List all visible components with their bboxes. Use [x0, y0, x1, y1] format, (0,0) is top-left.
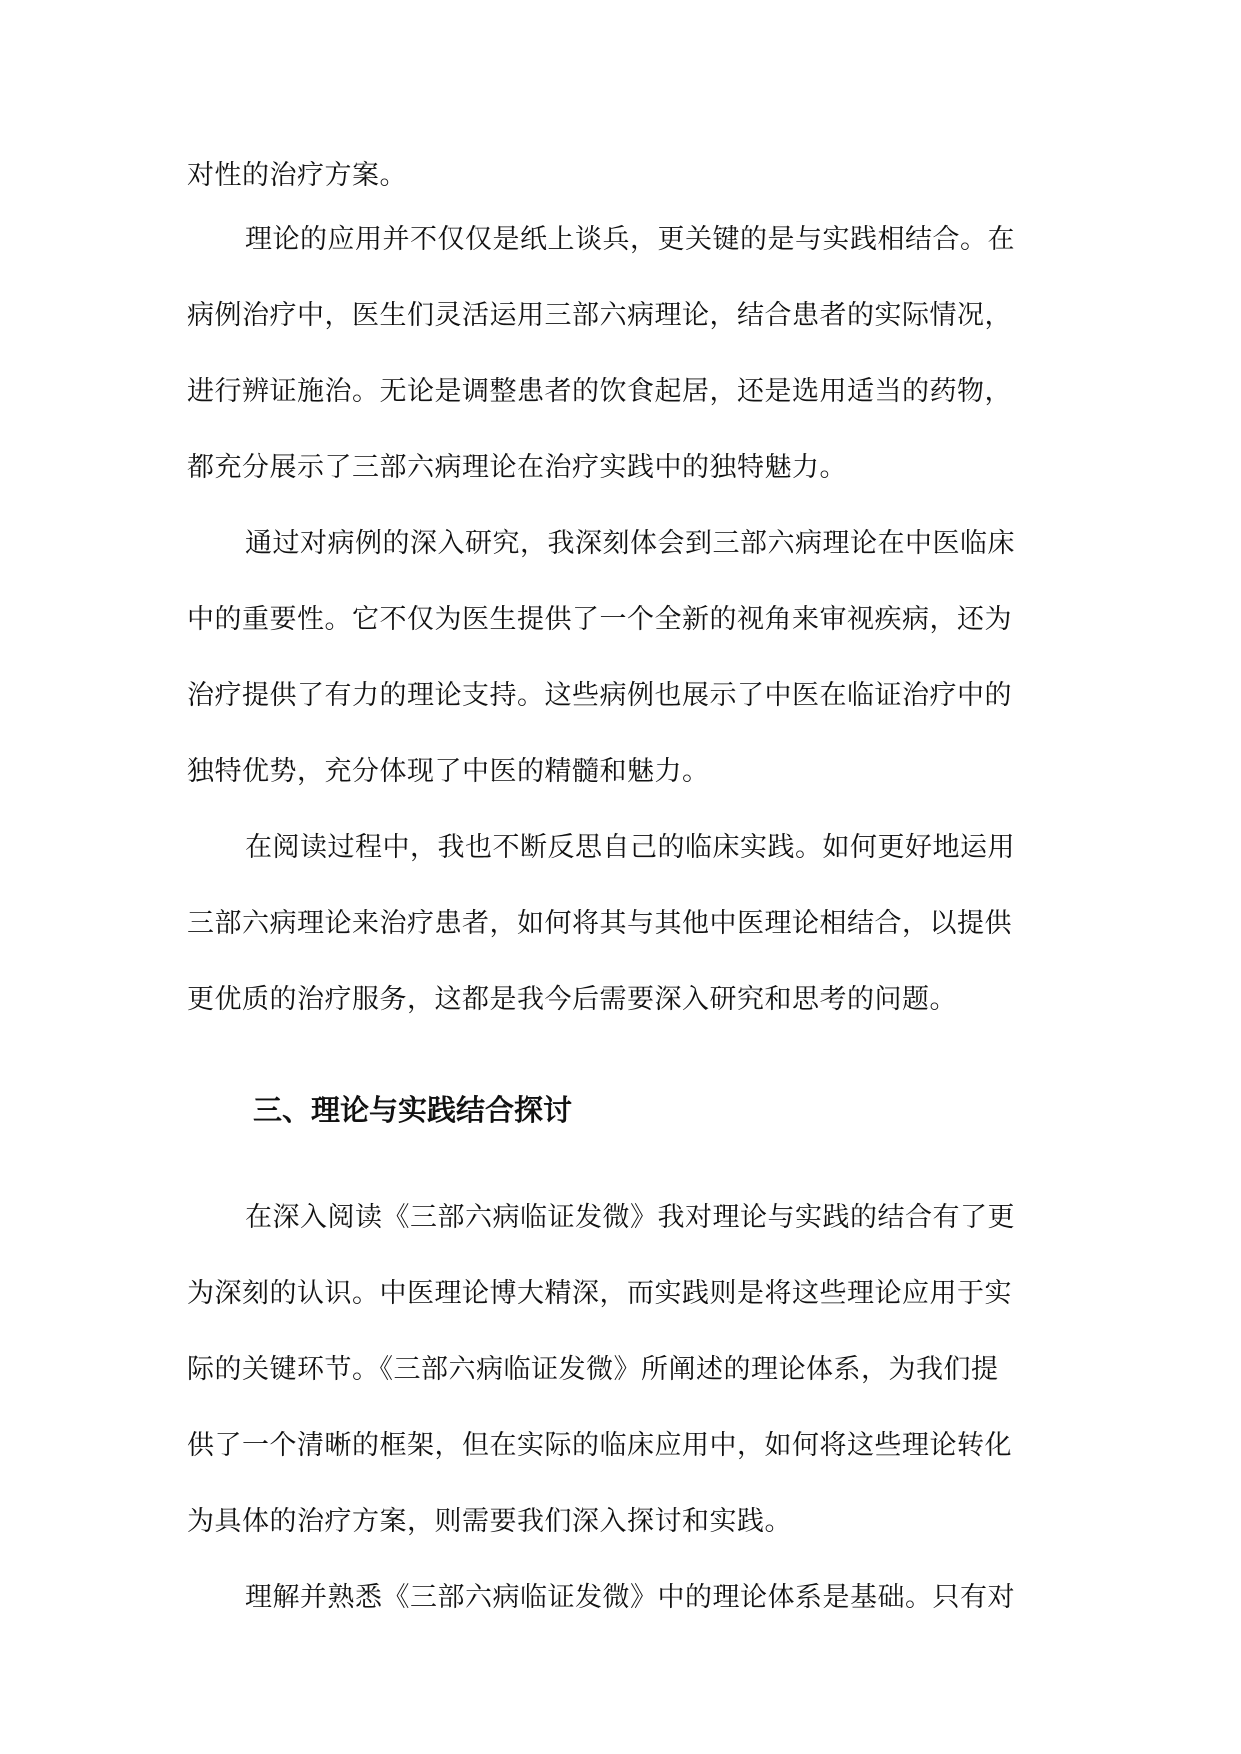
paragraph-line: 通过对病例的深入研究，我深刻体会到三部六病理论在中医临床 — [245, 528, 1015, 559]
paragraph-line: 理解并熟悉《三部六病临证发微》中的理论体系是基础。只有对 — [245, 1582, 1015, 1613]
paragraph-line: 为深刻的认识。中医理论博大精深，而实践则是将这些理论应用于实 — [187, 1278, 1012, 1309]
document-body — [187, 150, 1055, 1648]
paragraph-line: 对性的治疗方案。 — [187, 160, 407, 191]
paragraph-line: 际的关键环节。《三部六病临证发微》所阐述的理论体系，为我们提 — [187, 1354, 999, 1385]
paragraph-line: 理论的应用并不仅仅是纸上谈兵，更关键的是与实践相结合。在 — [245, 224, 1015, 255]
paragraph-line: 为具体的治疗方案，则需要我们深入探讨和实践。 — [187, 1506, 792, 1537]
paragraph-line: 病例治疗中，医生们灵活运用三部六病理论，结合患者的实际情况， — [187, 300, 1012, 331]
paragraph-line: 治疗提供了有力的理论支持。这些病例也展示了中医在临证治疗中的 — [187, 680, 1012, 711]
paragraph-line: 在阅读过程中，我也不断反思自己的临床实践。如何更好地运用 — [245, 832, 1015, 863]
paragraph-line: 进行辨证施治。无论是调整患者的饮食起居，还是选用适当的药物， — [187, 376, 1012, 407]
paragraph-line: 独特优势，充分体现了中医的精髓和魅力。 — [187, 756, 710, 787]
paragraph-line: 三部六病理论来治疗患者，如何将其与其他中医理论相结合，以提供 — [187, 908, 1012, 939]
paragraph-line: 中的重要性。它不仅为医生提供了一个全新的视角来审视疾病，还为 — [187, 604, 1012, 635]
paragraph-line: 更优质的治疗服务，这都是我今后需要深入研究和思考的问题。 — [187, 984, 957, 1015]
paragraph-line: 在深入阅读《三部六病临证发微》我对理论与实践的结合有了更 — [245, 1202, 1015, 1233]
paragraph-line: 供了一个清晰的框架，但在实际的临床应用中，如何将这些理论转化 — [187, 1430, 1012, 1461]
heading-spacer — [187, 1170, 1055, 1192]
section-heading: 三、理论与实践结合探讨 — [253, 1093, 573, 1127]
paragraph-line: 都充分展示了三部六病理论在治疗实践中的独特魅力。 — [187, 452, 847, 483]
